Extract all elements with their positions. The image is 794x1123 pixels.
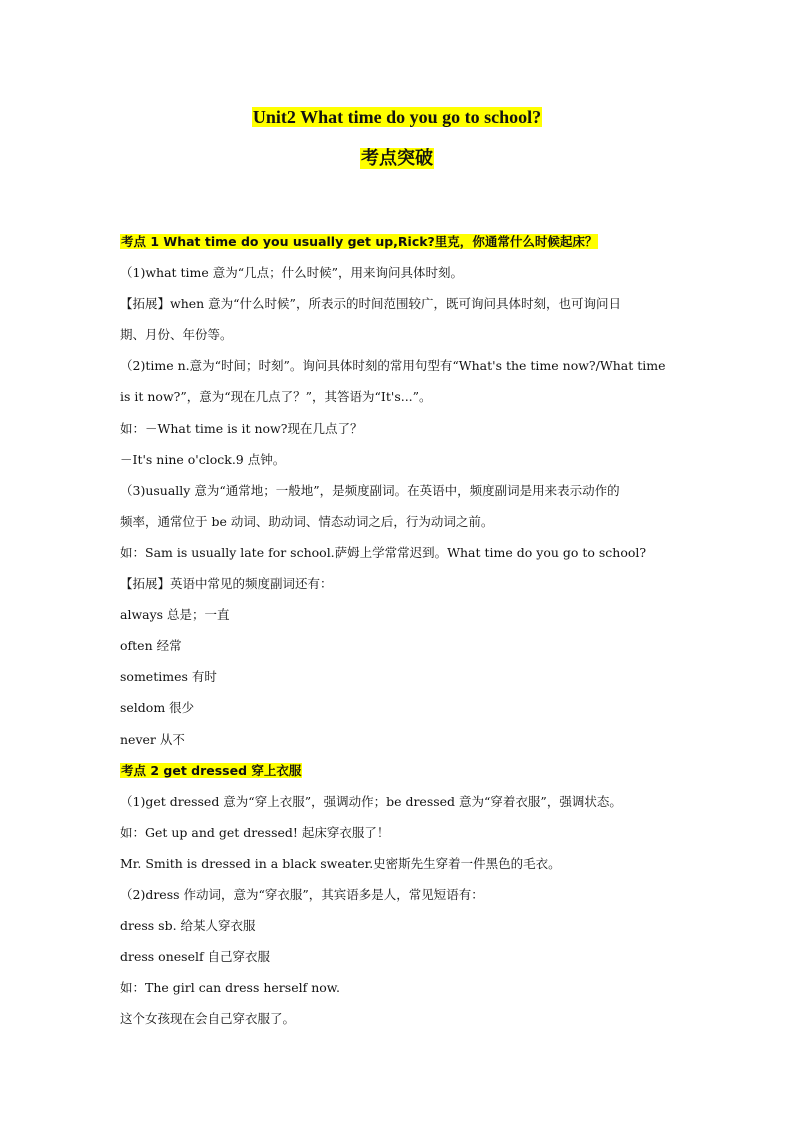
page-subtitle: 考点突破 xyxy=(361,148,433,169)
text-line-content: 如：－What time is it now?现在几点了？ xyxy=(120,420,363,436)
page-title: Unit2 What time do you go to school? xyxy=(252,107,542,127)
text-line xyxy=(120,786,680,817)
text-line-content: 【拓展】英语中常见的频度副词还有： xyxy=(120,576,333,592)
subtitle-block xyxy=(0,145,794,173)
text-line-content: －It's nine o'clock.9 点钟。 xyxy=(120,451,286,467)
text-line xyxy=(120,413,680,444)
document-body xyxy=(120,226,680,1034)
text-line-content: sometimes 有时 xyxy=(120,669,217,685)
text-line-content: always 总是；一直 xyxy=(120,607,230,623)
text-line xyxy=(120,910,680,941)
text-line xyxy=(120,630,680,661)
text-line-content: dress oneself 自己穿衣服 xyxy=(120,949,271,965)
text-line xyxy=(120,879,680,910)
text-line-content: （2)dress 作动词，意为“穿衣服”，其宾语多是人，常见短语有： xyxy=(120,886,484,902)
text-line-content: often 经常 xyxy=(120,638,182,654)
text-line xyxy=(120,817,680,848)
text-line xyxy=(120,661,680,692)
text-line xyxy=(120,475,680,506)
text-line-content: 如：The girl can dress herself now. xyxy=(120,980,340,996)
text-line xyxy=(120,568,680,599)
text-line-content: （1)get dressed 意为“穿上衣服”，强调动作；be dressed 意为“穿着衣服”，强调状态。 xyxy=(120,793,622,809)
text-line xyxy=(120,288,680,319)
text-line-content: 如：Sam is usually late for school.萨姆上学常常迟到。What time do you go to school? xyxy=(120,544,647,560)
text-line-content: （2)time n.意为“时间；时刻”。询问具体时刻的常用句型有“What's the time now?/What time xyxy=(120,358,666,374)
text-line-content: is it now?”，意为“现在几点了？”，其答语为“It's...”。 xyxy=(120,389,432,405)
text-line-content: 这个女孩现在会自己穿衣服了。 xyxy=(120,1011,296,1027)
text-line-content: （1)what time 意为“几点；什么时候”，用来询问具体时刻。 xyxy=(120,265,464,281)
text-line xyxy=(120,1003,680,1034)
text-line xyxy=(120,848,680,879)
text-line xyxy=(120,599,680,630)
text-line-content: 频率，通常位于 be 动词、助动词、情态动词之后，行为动词之前。 xyxy=(120,513,494,529)
text-line-content: 如：Get up and get dressed! 起床穿衣服了！ xyxy=(120,824,390,840)
section-heading xyxy=(120,755,680,786)
text-line-content: Mr. Smith is dressed in a black sweater.史密斯先生穿着一件黑色的毛衣。 xyxy=(120,855,561,871)
text-line xyxy=(120,724,680,755)
text-line-content: 期、月份、年份等。 xyxy=(120,327,233,343)
text-line xyxy=(120,506,680,537)
text-line xyxy=(120,381,680,412)
text-line xyxy=(120,537,680,568)
title-block xyxy=(0,104,794,130)
text-line-content: 【拓展】when 意为“什么时候”，所表示的时间范围较广，既可询问具体时刻，也可询问日 xyxy=(120,296,621,312)
section-heading xyxy=(120,226,680,257)
text-line xyxy=(120,257,680,288)
text-line xyxy=(120,444,680,475)
text-line-content: never 从不 xyxy=(120,731,185,747)
text-line-content: seldom 很少 xyxy=(120,700,195,716)
text-line-content: dress sb. 给某人穿衣服 xyxy=(120,918,256,934)
text-line xyxy=(120,972,680,1003)
text-line xyxy=(120,350,680,381)
text-line xyxy=(120,941,680,972)
section-heading-text: 考点 1 What time do you usually get up,Rick?里克，你通常什么时候起床？ xyxy=(121,234,598,249)
text-line xyxy=(120,692,680,723)
section-heading-text: 考点 2 get dressed 穿上衣服 xyxy=(121,762,302,778)
text-line xyxy=(120,319,680,350)
text-line-content: （3)usually 意为“通常地；一般地”，是频度副词。在英语中，频度副词是用来表示动作的 xyxy=(120,482,620,498)
